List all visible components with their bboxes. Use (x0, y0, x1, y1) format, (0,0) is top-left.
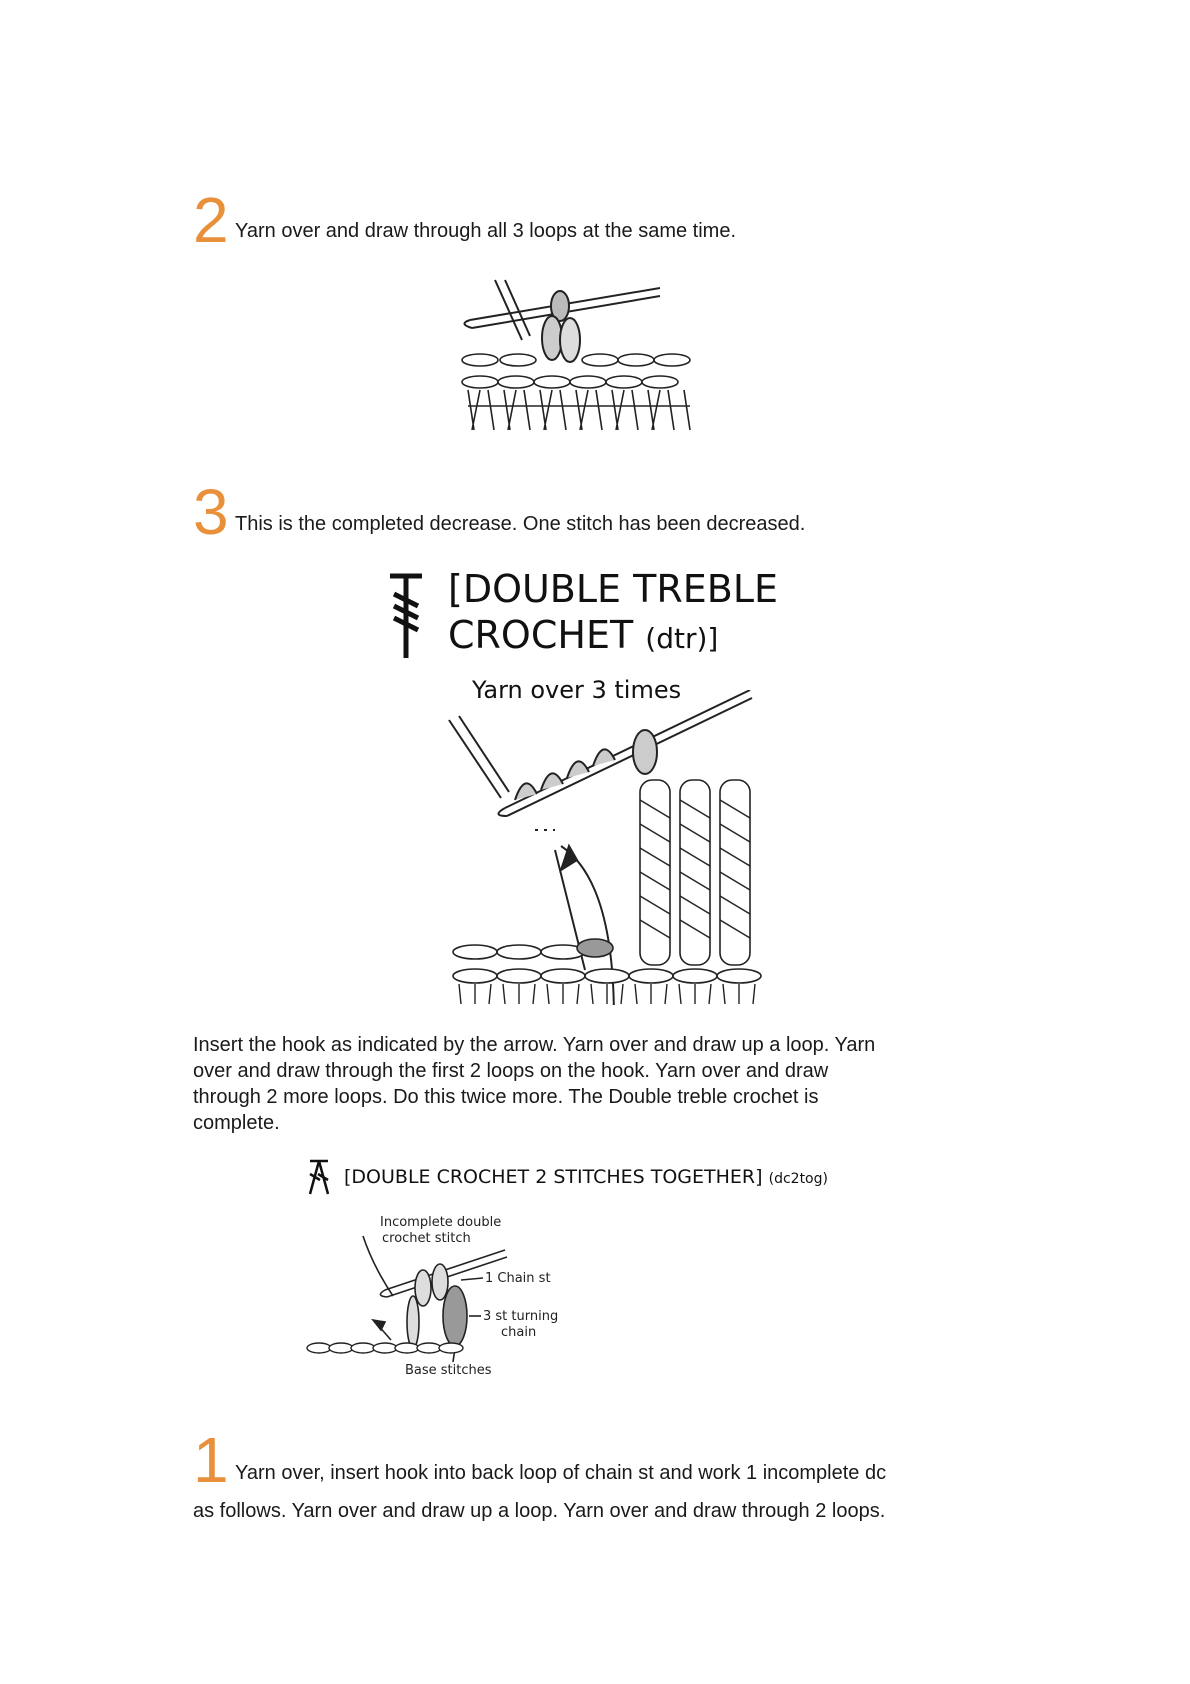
label-incomplete-1: Incomplete double (380, 1215, 502, 1230)
label-turning-2: chain (501, 1325, 537, 1340)
dtr-instructions (193, 1032, 875, 1136)
dtr-title (448, 566, 778, 662)
paragraph-line: complete. (193, 1112, 280, 1134)
label-incomplete-2: crochet stitch (382, 1231, 471, 1246)
paragraph-line: through 2 more loops. Do this twice more. The Double treble crochet is (193, 1086, 819, 1108)
paragraph-line: over and draw through the first 2 loops on the hook. Yarn over and draw (193, 1060, 829, 1082)
step-text: This is the completed decrease. One stitch has been decreased. (235, 513, 806, 535)
dtr-title-abbr: (dtr)] (645, 622, 719, 655)
step-number: 3 (193, 476, 229, 548)
label-base: Base stitches (405, 1363, 492, 1378)
step-text-line1: Yarn over, insert hook into back loop of chain st and work 1 incomplete dc (235, 1462, 887, 1484)
dtr-title-line1: [DOUBLE TREBLE (448, 567, 779, 611)
dc2tog-illustration (305, 1210, 585, 1385)
dc2tog-title-abbr: (dc2tog) (768, 1171, 828, 1187)
step-number: 2 (193, 184, 229, 256)
decrease-illustration (460, 278, 695, 443)
step-number: 1 (193, 1424, 229, 1496)
dtr-symbol-icon (386, 572, 426, 662)
step-text: Yarn over and draw through all 3 loops at the same time. (235, 220, 737, 242)
label-chain: 1 Chain st (485, 1271, 551, 1286)
dtr-title-line2: CROCHET (448, 613, 634, 657)
step-text-line2: as follows. Yarn over and draw up a loop. Yarn over and draw through 2 loops. (193, 1500, 886, 1522)
label-turning-1: 3 st turning (483, 1309, 559, 1324)
step-2-heading (193, 184, 993, 256)
dc2tog-symbol-icon (306, 1158, 332, 1196)
dc2tog-title (344, 1166, 828, 1188)
step-1-heading (193, 1424, 1093, 1548)
dtr-illustration (445, 690, 775, 1005)
paragraph-line: Insert the hook as indicated by the arrow. Yarn over and draw up a loop. Yarn (193, 1034, 876, 1056)
dc2tog-title-text: [DOUBLE CROCHET 2 STITCHES TOGETHER] (344, 1166, 763, 1188)
step-3-heading (193, 476, 1093, 548)
dtr-caption: Yarn over 3 times (472, 676, 682, 704)
